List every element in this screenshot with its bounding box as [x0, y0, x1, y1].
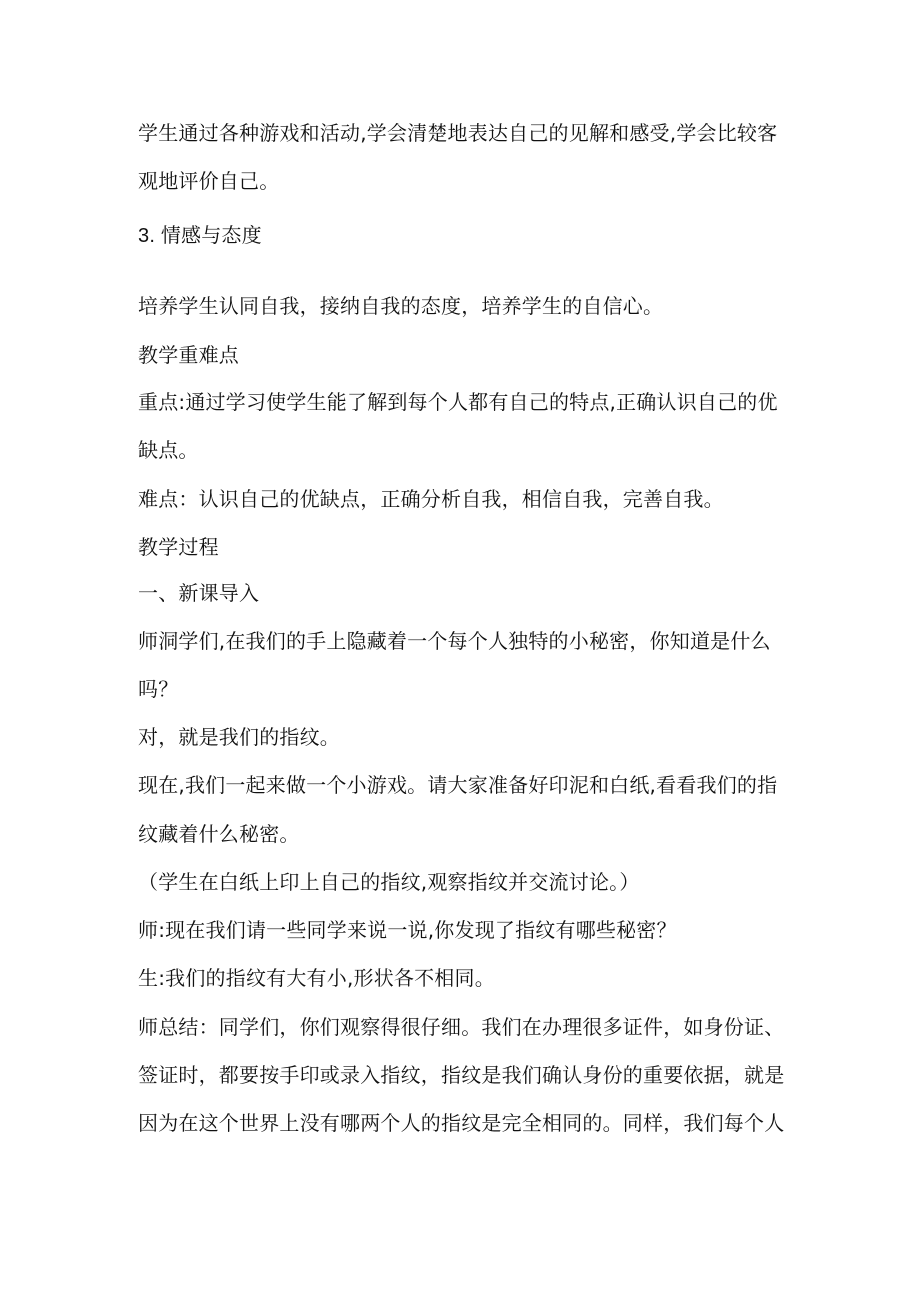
- paragraph-line: 师:现在我们请一些同学来说一说,你发现了指纹有哪些秘密？: [138, 918, 677, 942]
- paragraph-line: 现在,我们一起来做一个小游戏。请大家准备好印泥和白纸,看看我们的指: [138, 773, 778, 797]
- paragraph-line: 因为在这个世界上没有哪两个人的指纹是完全相同的。同样，我们每个人: [138, 1111, 785, 1135]
- section-heading: 教学过程: [138, 535, 219, 559]
- paragraph-line: 重点:通过学习使学生能了解到每个人都有自己的特点,正确认识自己的优: [138, 390, 778, 414]
- paragraph-line: 对，就是我们的指纹。: [138, 725, 340, 749]
- section-heading: 3. 情感与态度: [138, 225, 262, 247]
- paragraph-line: 纹藏着什么秘密。: [138, 822, 300, 846]
- paragraph-line: 吗？: [138, 677, 179, 701]
- paragraph-line: 师洞学们,在我们的手上隐藏着一个每个人独特的小秘密，你知道是什么: [138, 629, 771, 653]
- paragraph-line: 学生通过各种游戏和活动,学会清楚地表达自己的见解和感受,学会比较客: [138, 121, 778, 145]
- paragraph-line: 生:我们的指纹有大有小,形状各不相同。: [138, 966, 495, 990]
- paragraph-line: 师总结：同学们，你们观察得很仔细。我们在办理很多证件，如身份证、: [138, 1015, 785, 1039]
- paragraph-line: （学生在白纸上印上自己的指纹,观察指纹并交流讨论。）: [138, 870, 640, 894]
- paragraph-line: 观地评价自己。: [138, 169, 280, 193]
- paragraph-line: 缺点。: [138, 438, 199, 462]
- section-heading: 教学重难点: [138, 343, 239, 367]
- paragraph-line: 难点：认识自己的优缺点，正确分析自我，相信自我，完善自我。: [138, 487, 724, 511]
- section-heading: 一、新课导入: [138, 581, 260, 605]
- paragraph-line: 签证时，都要按手印或录入指纹，指纹是我们确认身份的重要依据，就是: [138, 1063, 785, 1087]
- paragraph-line: 培养学生认同自我，接纳自我的态度，培养学生的自信心。: [138, 294, 664, 318]
